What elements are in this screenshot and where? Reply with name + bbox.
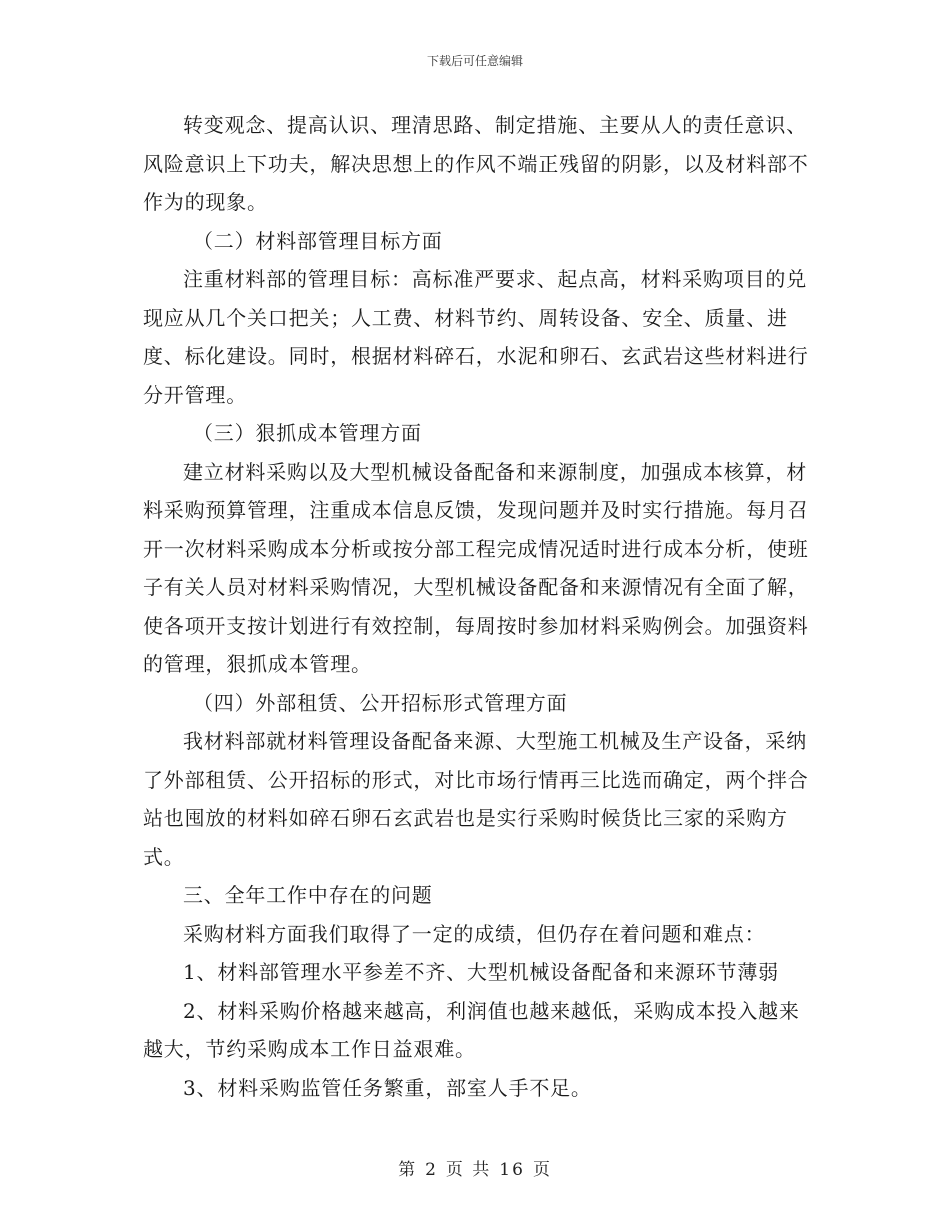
- section-heading-4: （四）外部租赁、公开招标形式管理方面: [193, 690, 568, 715]
- footer-prefix: 第: [398, 1160, 418, 1180]
- footer-middle: 页 共: [445, 1160, 492, 1180]
- paragraph-problems-intro: 采购材料方面我们取得了一定的成绩，但仍存在着问题和难点：: [183, 921, 766, 946]
- list-item-problem-3: 3、材料采购监管任务繁重，部室人手不足。: [183, 1075, 592, 1100]
- document-body: [143, 106, 811, 1107]
- paragraph-leasing-tender: 我材料部就材料管理设备配备来源、大型施工机械及生产设备，采纳了外部租赁、公开招标的形式，对比市场行情再三比选而确定，两个拌合站也囤放的材料如碎石卵石玄武岩也是实行采购时候货比三家的采购方式。: [143, 729, 809, 869]
- page-header: 下载后可任意编辑: [426, 54, 523, 68]
- footer-page-number: 2: [425, 1160, 438, 1180]
- section-heading-problems: 三、全年工作中存在的问题: [183, 883, 433, 907]
- list-item-problem-1: 1、材料部管理水平参差不齐、大型机械设备配备和来源环节薄弱: [183, 960, 779, 984]
- footer-suffix: 页: [532, 1160, 552, 1180]
- section-heading-2: （二）材料部管理目标方面: [193, 228, 443, 253]
- list-item-problem-2: 2、材料采购价格越来越高，利润值也越来越低，采购成本投入越来越大，节约采购成本工作日益艰难。: [143, 998, 800, 1061]
- section-heading-3: （三）狠抓成本管理方面: [193, 421, 422, 445]
- footer-total-pages: 16: [499, 1160, 525, 1180]
- paragraph-intro: 转变观念、提高认识、理清思路、制定措施、主要从人的责任意识、风险意识上下功夫，解决思想上的作风不端正残留的阴影，以及材料部不作为的现象。: [143, 113, 809, 214]
- page-footer: [0, 1155, 950, 1180]
- paragraph-management-goals: 注重材料部的管理目标：高标准严要求、起点高，材料采购项目的兑现应从几个关口把关；人工费、材料节约、周转设备、安全、质量、进度、标化建设。同时，根据材料碎石，水泥和卵石、玄武岩这些材料进行分开管理。: [143, 267, 809, 407]
- paragraph-cost-management: 建立材料采购以及大型机械设备配备和来源制度，加强成本核算，材料采购预算管理，注重成本信息反馈，发现问题并及时实行措施。每月召开一次材料采购成本分析或按分部工程完成情况适时进行成本分析，使班子有关人员对材料采购情况，大型机械设备配备和来源情况有全面了解，使各项开支按计划进行有效控制，每周按时参加材料采购例会。加强资料的管理，狠抓成本管理。: [143, 459, 809, 676]
